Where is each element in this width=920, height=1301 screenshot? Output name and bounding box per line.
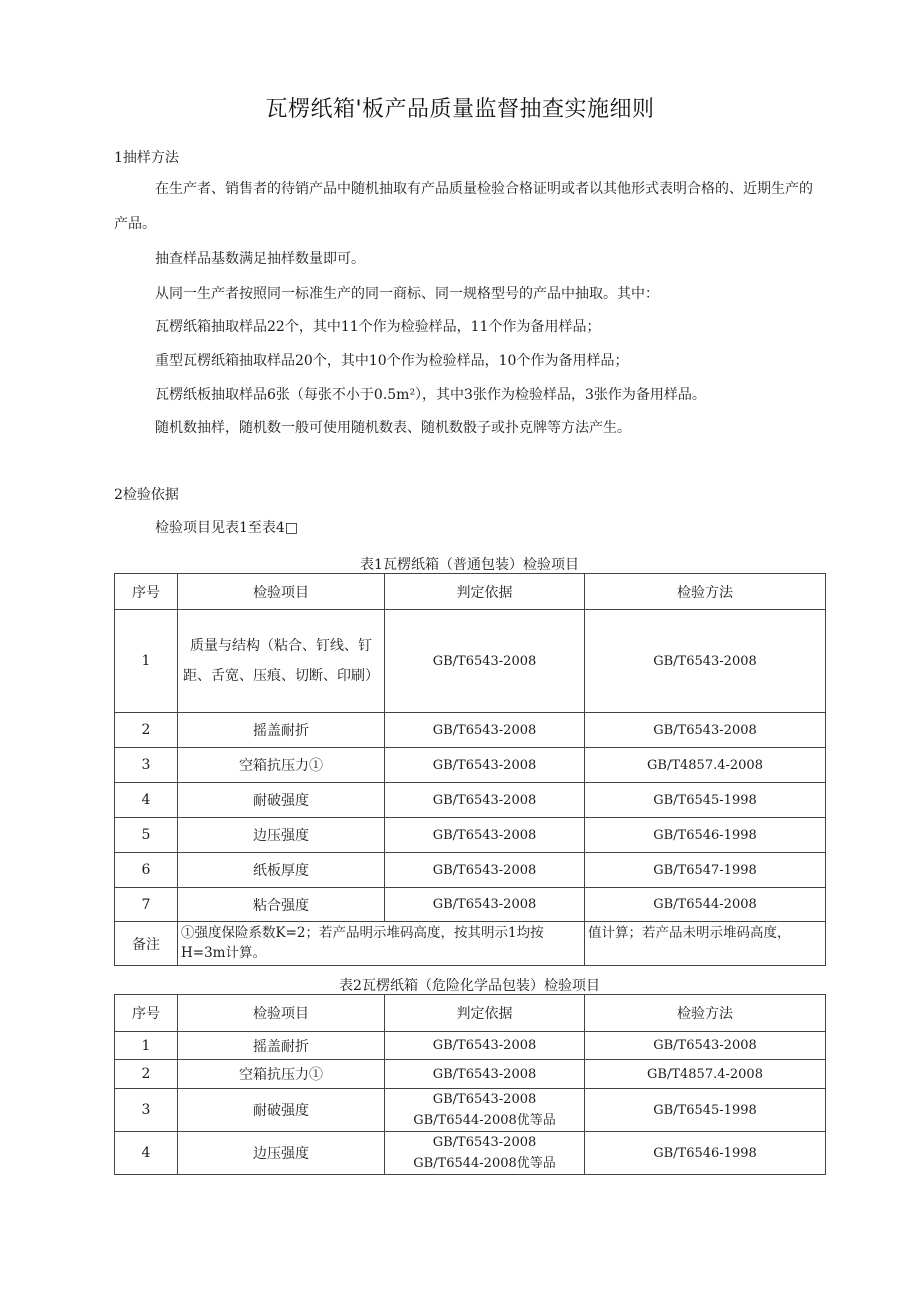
page-title: 瓦楞纸箱'板产品质量监督抽查实施细则 xyxy=(265,97,655,122)
judgment-basis: GB/T6543-2008 xyxy=(385,818,585,853)
inspection-item: 摇盖耐折 xyxy=(178,713,385,748)
judgment-basis xyxy=(385,1132,585,1175)
table-row xyxy=(115,853,826,888)
judgment-basis: GB/T6543-2008 xyxy=(385,713,585,748)
test-method: GB/T6544-2008 xyxy=(585,888,826,922)
header-cell: 判定依据 xyxy=(385,574,585,610)
header-cell: 序号 xyxy=(115,574,178,610)
judgment-basis-line1: GB/T6543-2008 xyxy=(432,1135,537,1150)
inspection-item: 空箱抗压力① xyxy=(178,748,385,783)
table-note-row xyxy=(115,922,826,966)
paragraph-items-reference: 检验项目见表1至表4□ xyxy=(155,520,299,536)
table-header-row xyxy=(115,574,826,610)
test-method: GB/T6543-2008 xyxy=(585,610,826,713)
inspection-item: 耐破强度 xyxy=(178,783,385,818)
judgment-basis: GB/T6543-2008 xyxy=(385,1032,585,1060)
paragraph-random-sampling: 随机数抽样，随机数一般可使用随机数表、随机数骰子或扑克牌等方法产生。 xyxy=(155,420,631,436)
header-cell: 检验项目 xyxy=(178,995,385,1032)
inspection-item: 摇盖耐折 xyxy=(178,1032,385,1060)
table-row xyxy=(115,1032,826,1060)
row-number: 1 xyxy=(115,610,178,713)
note-text-right: 值计算；若产品未明示堆码高度， xyxy=(585,922,826,966)
table1-caption: 表1瓦楞纸箱（普通包装）检验项目 xyxy=(360,557,579,573)
paragraph-heavy-carton-samples: 重型瓦楞纸箱抽取样品20个，其中10个作为检验样品，10个作为备用样品； xyxy=(155,353,629,369)
row-number: 6 xyxy=(115,853,178,888)
table-row xyxy=(115,1089,826,1132)
paragraph-sampling-source: 从同一生产者按照同一标准生产的同一商标、同一规格型号的产品中抽取。其中： xyxy=(155,286,659,302)
table-row xyxy=(115,713,826,748)
table2 xyxy=(114,994,826,1175)
section-heading-basis: 2检验依据 xyxy=(114,487,179,503)
inspection-item: 粘合强度 xyxy=(178,888,385,922)
inspection-item: 空箱抗压力① xyxy=(178,1060,385,1089)
row-number: 3 xyxy=(115,748,178,783)
inspection-item: 质量与结构（粘合、钉线、钉距、舌宽、压痕、切断、印刷） xyxy=(178,610,385,713)
table-row xyxy=(115,888,826,922)
judgment-basis: GB/T6543-2008 xyxy=(385,853,585,888)
table-row xyxy=(115,1132,826,1175)
test-method: GB/T6543-2008 xyxy=(585,1032,826,1060)
paragraph-sample-base: 抽查样品基数满足抽样数量即可。 xyxy=(155,251,365,267)
table-row xyxy=(115,1060,826,1089)
judgment-basis: GB/T6543-2008 xyxy=(385,888,585,922)
judgment-basis: GB/T6543-2008 xyxy=(385,610,585,713)
test-method: GB/T6547-1998 xyxy=(585,853,826,888)
note-label: 备注 xyxy=(115,922,178,966)
judgment-basis: GB/T6543-2008 xyxy=(385,748,585,783)
paragraph-carton-samples: 瓦楞纸箱抽取样品22个，其中11个作为检验样品，11个作为备用样品； xyxy=(155,319,601,335)
test-method: GB/T6545-1998 xyxy=(585,783,826,818)
test-method: GB/T6543-2008 xyxy=(585,713,826,748)
header-cell: 序号 xyxy=(115,995,178,1032)
test-method: GB/T6546-1998 xyxy=(585,1132,826,1175)
row-number: 4 xyxy=(115,1132,178,1175)
paragraph-board-samples: 瓦楞纸板抽取样品6张（每张不小于0.5m²），其中3张作为检验样品，3张作为备用样品。 xyxy=(155,387,706,403)
table-row xyxy=(115,610,826,713)
section-heading-sampling: 1抽样方法 xyxy=(114,150,179,166)
paragraph-sampling-intro: 在生产者、销售者的待销产品中随机抽取有产品质量检验合格证明或者以其他形式表明合格的、近期生产的产品。 xyxy=(114,181,813,232)
inspection-item: 边压强度 xyxy=(178,818,385,853)
note-text-left: ①强度保险系数K=2；若产品明示堆码高度，按其明示1均按H=3m计算。 xyxy=(178,922,585,966)
judgment-basis xyxy=(385,1089,585,1132)
table-row xyxy=(115,818,826,853)
row-number: 7 xyxy=(115,888,178,922)
judgment-basis: GB/T6543-2008 xyxy=(385,783,585,818)
header-cell: 检验方法 xyxy=(585,995,826,1032)
header-cell: 检验项目 xyxy=(178,574,385,610)
test-method: GB/T4857.4-2008 xyxy=(585,748,826,783)
test-method: GB/T6546-1998 xyxy=(585,818,826,853)
judgment-basis-line1: GB/T6543-2008 xyxy=(432,1092,537,1107)
judgment-basis-line2: GB/T6544-2008优等品 xyxy=(413,1113,556,1128)
header-cell: 判定依据 xyxy=(385,995,585,1032)
table-row xyxy=(115,783,826,818)
table-row xyxy=(115,748,826,783)
row-number: 2 xyxy=(115,1060,178,1089)
inspection-item: 边压强度 xyxy=(178,1132,385,1175)
header-cell: 检验方法 xyxy=(585,574,826,610)
test-method: GB/T6545-1998 xyxy=(585,1089,826,1132)
row-number: 2 xyxy=(115,713,178,748)
row-number: 5 xyxy=(115,818,178,853)
table2-caption: 表2瓦楞纸箱（危险化学品包装）检验项目 xyxy=(339,978,600,994)
table-header-row xyxy=(115,995,826,1032)
row-number: 4 xyxy=(115,783,178,818)
table1 xyxy=(114,573,826,966)
row-number: 1 xyxy=(115,1032,178,1060)
row-number: 3 xyxy=(115,1089,178,1132)
judgment-basis-line2: GB/T6544-2008优等品 xyxy=(413,1156,556,1171)
inspection-item: 纸板厚度 xyxy=(178,853,385,888)
judgment-basis: GB/T6543-2008 xyxy=(385,1060,585,1089)
test-method: GB/T4857.4-2008 xyxy=(585,1060,826,1089)
inspection-item: 耐破强度 xyxy=(178,1089,385,1132)
